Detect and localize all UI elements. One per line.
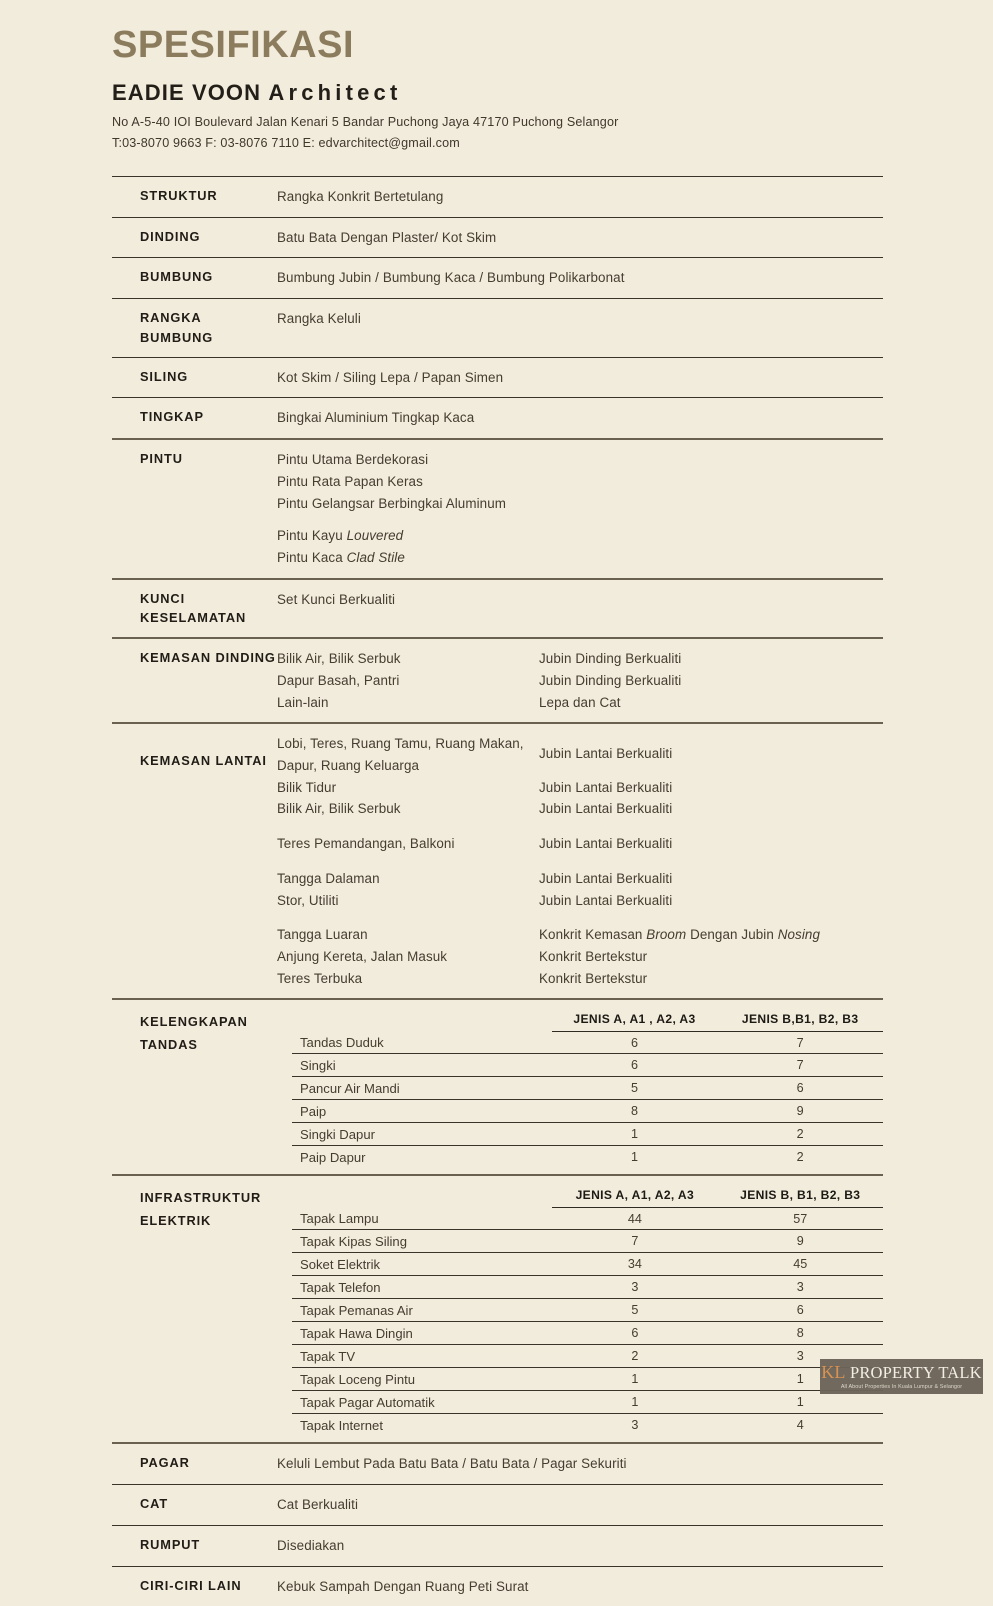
column-header-jenis-b: JENIS B, B1, B2, B3 [718, 1184, 883, 1207]
pair-item [277, 833, 883, 855]
row-label: TINGKAP [140, 409, 204, 425]
table-row [112, 299, 883, 357]
finish-text: Dengan Jubin [686, 927, 778, 943]
row-label [112, 1008, 292, 1056]
finish-emphasis: Nosing [777, 927, 821, 943]
firm-name-discipline: Architect [268, 79, 402, 105]
pair-item [277, 733, 883, 776]
pair-list [277, 733, 883, 989]
cell-jenis-b: 6 [717, 1077, 883, 1100]
list-item-text: Pintu Gelangsar Berbingkai Aluminum [277, 495, 507, 511]
table-row [112, 258, 883, 298]
row-label: PINTU [140, 451, 183, 467]
pair-item [277, 868, 883, 890]
cell-jenis-b: 6 [718, 1299, 883, 1322]
row-value: Set Kunci Berkualiti [277, 591, 396, 607]
table-row [112, 1567, 883, 1606]
cell-jenis-a: 2 [552, 1345, 717, 1368]
cell-item: Tapak Pemanas Air [292, 1299, 552, 1322]
tandas-count-table [292, 1008, 883, 1168]
cell-jenis-b: 57 [718, 1207, 883, 1230]
row-value: Rangka Keluli [277, 311, 361, 327]
pair-area: Tangga Luaran [277, 927, 368, 943]
table-row [292, 1230, 883, 1253]
pair-finish: Jubin Lantai Berkualiti [539, 892, 673, 908]
pair-finish: Jubin Dinding Berkualiti [539, 651, 682, 667]
row-value: Keluli Lembut Pada Batu Bata / Batu Bata / Pagar Sekuriti [277, 1456, 627, 1472]
pair-area: Teres Terbuka [277, 970, 363, 986]
pair-finish: Konkrit Bertekstur [539, 970, 648, 986]
table-row-kemasan-lantai [112, 724, 883, 998]
table-row [112, 1485, 883, 1525]
pair-area: Bilik Tidur [277, 779, 337, 795]
pair-finish: Jubin Dinding Berkualiti [539, 672, 682, 688]
cell-item: Pancur Air Mandi [292, 1077, 552, 1100]
pair-area: Bilik Air, Bilik Serbuk [277, 651, 401, 667]
list-item [277, 471, 883, 493]
cell-item: Paip Dapur [300, 1149, 366, 1165]
row-value [277, 449, 883, 569]
pair-area: Bilik Air, Bilik Serbuk [277, 801, 401, 817]
pair-finish: Konkrit Bertekstur [539, 949, 648, 964]
table-row [292, 1100, 883, 1123]
row-value [277, 733, 883, 989]
row-value [277, 648, 883, 713]
cell-jenis-a: 1 [552, 1368, 717, 1391]
table-row [292, 1391, 883, 1414]
row-value: Rangka Konkrit Bertetulang [277, 188, 444, 204]
cell-item: Tapak TV [292, 1345, 552, 1368]
cell-jenis-b: 45 [718, 1253, 883, 1276]
row-value: Kot Skim / Siling Lepa / Papan Simen [277, 369, 504, 385]
row-value: Bingkai Aluminium Tingkap Kaca [277, 410, 475, 426]
cell-item: Tapak Kipas Siling [292, 1230, 552, 1253]
list-item [277, 547, 883, 569]
table-row [292, 1414, 883, 1437]
document-header [0, 0, 993, 154]
row-label [112, 1184, 292, 1232]
table-row [112, 358, 883, 398]
firm-name [112, 80, 993, 106]
cell-jenis-a: 1 [631, 1150, 639, 1165]
cell-jenis-a: 7 [552, 1230, 717, 1253]
table-row [292, 1276, 883, 1299]
table-row [292, 1368, 883, 1391]
table-row-pintu [112, 440, 883, 578]
cell-jenis-b: 2 [796, 1150, 804, 1165]
cell-jenis-b: 9 [717, 1100, 883, 1123]
row-label-line2: TANDAS [140, 1037, 198, 1053]
row-value: Cat Berkualiti [277, 1497, 359, 1513]
cell-item: Tapak Internet [300, 1417, 383, 1433]
pair-list [277, 648, 883, 713]
table-row [292, 1299, 883, 1322]
firm-address: No A-5-40 IOI Boulevard Jalan Kenari 5 Bandar Puchong Jaya 47170 Puchong Selangor [112, 114, 619, 129]
row-label: RUMPUT [140, 1536, 201, 1552]
cell-item: Singki Dapur [292, 1123, 552, 1146]
row-value: Disediakan [277, 1537, 345, 1553]
table-row [292, 1054, 883, 1077]
row-label: STRUKTUR [140, 187, 218, 203]
list-item-emphasis: Clad Stile [346, 549, 405, 565]
row-label: CAT [140, 1496, 169, 1512]
pair-item [277, 670, 883, 692]
cell-item: Tapak Loceng Pintu [292, 1368, 552, 1391]
table-row [112, 398, 883, 438]
watermark-tagline: All About Properties In Kuala Lumpur & Selangor [840, 1383, 963, 1390]
table-row-kemasan-dinding [112, 639, 883, 722]
cell-jenis-a: 6 [552, 1054, 718, 1077]
pair-finish: Jubin Lantai Berkualiti [539, 836, 673, 852]
column-header-jenis-b: JENIS B,B1, B2, B3 [717, 1008, 883, 1031]
pair-item [277, 924, 883, 946]
row-label: BUMBUNG [140, 269, 214, 285]
kl-property-talk-watermark [820, 1359, 983, 1394]
list-item [277, 525, 883, 547]
table-row [112, 580, 883, 638]
cell-jenis-a: 1 [552, 1391, 717, 1414]
table-row [292, 1146, 883, 1169]
watermark-rest: PROPERTY TALK [849, 1363, 982, 1383]
table-row [112, 1526, 883, 1566]
cell-jenis-a: 6 [552, 1031, 718, 1054]
table-row [112, 218, 883, 258]
page-title: SPESIFIKASI [112, 24, 354, 66]
pair-area: Lobi, Teres, Ruang Tamu, Ruang Makan, Dapur, Ruang Keluarga [277, 736, 524, 774]
cell-jenis-b: 7 [717, 1031, 883, 1054]
row-label: PAGAR [140, 1455, 190, 1471]
column-header-jenis-a: JENIS A, A1, A2, A3 [552, 1184, 717, 1207]
table-row [292, 1123, 883, 1146]
row-value: Batu Bata Dengan Plaster/ Kot Skim [277, 229, 497, 245]
pair-item [277, 798, 883, 820]
firm-name-bold: EADIE VOON [112, 79, 262, 105]
cell-item: Paip [292, 1100, 552, 1123]
pair-area: Anjung Kereta, Jalan Masuk [277, 949, 448, 964]
row-label: KEMASAN DINDING [140, 650, 276, 666]
cell-jenis-b: 8 [718, 1322, 883, 1345]
cell-jenis-b: 1 [718, 1391, 883, 1414]
row-label: KUNCI KESELAMATAN [140, 590, 247, 626]
column-header-item [292, 1008, 552, 1031]
row-label: DINDING [140, 228, 201, 244]
table-row [292, 1345, 883, 1368]
pair-item [277, 777, 883, 799]
cell-jenis-a: 8 [552, 1100, 718, 1123]
cell-item: Tapak Telefon [292, 1276, 552, 1299]
pair-item [277, 968, 883, 990]
table-row [112, 177, 883, 217]
cell-jenis-b: 2 [717, 1123, 883, 1146]
cell-jenis-b: 3 [718, 1345, 883, 1368]
finish-emphasis: Broom [646, 927, 687, 943]
column-header-jenis-a: JENIS A, A1 , A2, A3 [552, 1008, 718, 1031]
cell-jenis-b: 1 [718, 1368, 883, 1391]
table-header-row [292, 1008, 883, 1031]
watermark-title [821, 1363, 982, 1382]
row-label-line2: ELEKTRIK [140, 1213, 212, 1229]
pair-area: Dapur Basah, Pantri [277, 672, 400, 688]
table-row-kelengkapan-tandas [112, 1000, 883, 1174]
cell-jenis-b: 4 [796, 1418, 804, 1433]
table-row [292, 1207, 883, 1230]
pair-area: Lain-lain [277, 694, 329, 710]
cell-item: Tapak Pagar Automatik [292, 1391, 552, 1414]
cell-item: Tapak Lampu [292, 1207, 552, 1230]
pair-finish: Jubin Lantai Berkualiti [539, 746, 673, 762]
list-item [277, 493, 883, 515]
table-row [292, 1253, 883, 1276]
pair-item [277, 890, 883, 912]
cell-item: Singki [292, 1054, 552, 1077]
specification-table [112, 176, 883, 1606]
list-item [277, 449, 883, 471]
table-row [292, 1322, 883, 1345]
list-item-emphasis: Louvered [346, 528, 404, 544]
cell-jenis-a: 3 [552, 1276, 717, 1299]
row-value: Bumbung Jubin / Bumbung Kaca / Bumbung Polikarbonat [277, 270, 625, 286]
firm-contact: T:03-8070 9663 F: 03-8076 7110 E: edvarchitect@gmail.com [112, 136, 460, 151]
cell-item: Tandas Duduk [292, 1031, 552, 1054]
pair-finish: Lepa dan Cat [539, 694, 621, 710]
pair-area: Stor, Utiliti [277, 892, 339, 908]
list-item-text: Pintu Kaca [277, 549, 347, 565]
table-row [292, 1031, 883, 1054]
column-header-item [292, 1184, 552, 1207]
table-header-row [292, 1184, 883, 1207]
finish-text: Konkrit Kemasan [539, 927, 647, 943]
cell-item: Tapak Hawa Dingin [292, 1322, 552, 1345]
cell-jenis-b: 7 [717, 1054, 883, 1077]
pair-area: Teres Pemandangan, Balkoni [277, 836, 455, 852]
cell-jenis-a: 44 [552, 1207, 717, 1230]
table-row-infrastruktur-elektrik [112, 1176, 883, 1442]
cell-jenis-b: 3 [718, 1276, 883, 1299]
list-item-text: Pintu Kayu [277, 528, 347, 544]
watermark-kl: KL [821, 1362, 846, 1383]
row-label-line1: KELENGKAPAN [140, 1014, 248, 1030]
cell-jenis-a: 1 [552, 1123, 718, 1146]
cell-jenis-b: 9 [718, 1230, 883, 1253]
pair-finish: Jubin Lantai Berkualiti [539, 779, 673, 795]
row-label: SILING [140, 368, 189, 384]
cell-jenis-a: 6 [552, 1322, 717, 1345]
cell-item: Soket Elektrik [292, 1253, 552, 1276]
list-item-text: Pintu Utama Berdekorasi [277, 452, 429, 468]
pair-item [277, 648, 883, 670]
table-row [292, 1077, 883, 1100]
pair-item [277, 946, 883, 968]
pair-item [277, 692, 883, 714]
pair-finish: Jubin Lantai Berkualiti [539, 801, 673, 817]
row-label-line1: INFRASTRUKTUR [140, 1190, 262, 1206]
elektrik-count-table [292, 1184, 883, 1436]
cell-jenis-a: 3 [631, 1418, 639, 1433]
row-label: CIRI-CIRI LAIN [140, 1577, 242, 1593]
row-label: RANGKA BUMBUNG [140, 310, 214, 345]
pair-area: Tangga Dalaman [277, 870, 380, 886]
pair-finish: Jubin Lantai Berkualiti [539, 870, 673, 886]
cell-jenis-a: 34 [552, 1253, 717, 1276]
cell-jenis-a: 5 [552, 1077, 718, 1100]
pair-finish [539, 924, 883, 946]
list-item-text: Pintu Rata Papan Keras [277, 473, 423, 489]
row-label: KEMASAN LANTAI [140, 753, 267, 769]
cell-jenis-a: 5 [552, 1299, 717, 1322]
table-row [112, 1444, 883, 1484]
row-value: Kebuk Sampah Dengan Ruang Peti Surat [277, 1578, 529, 1594]
